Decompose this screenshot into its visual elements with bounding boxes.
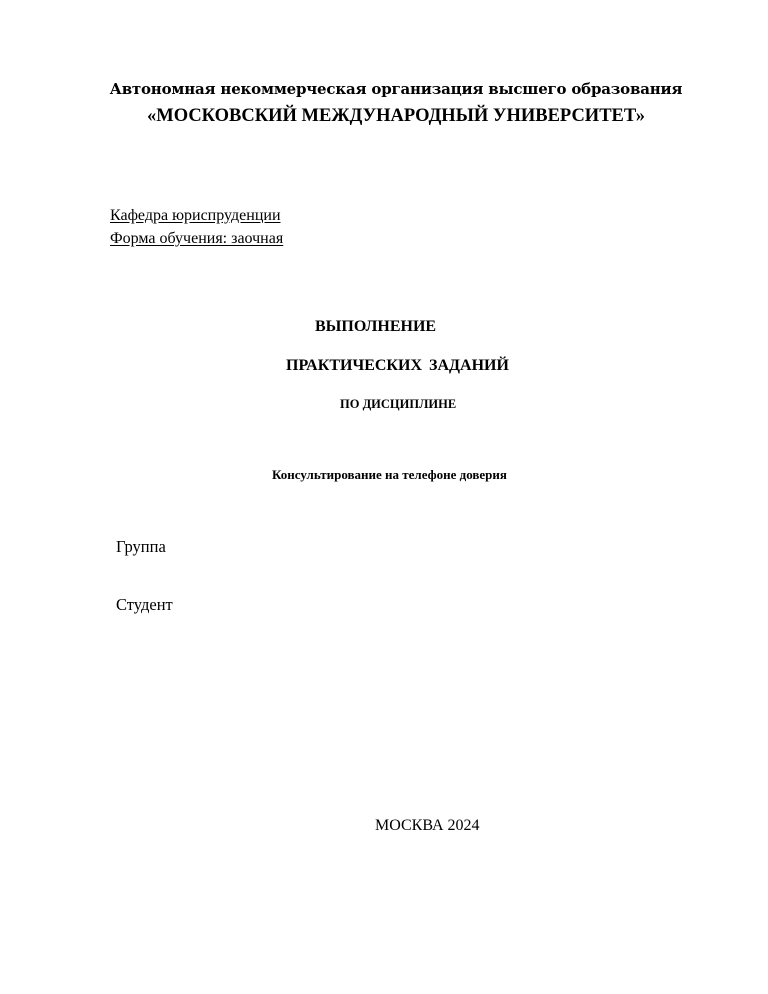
- organization-name: Автономная некоммерческая организация высшего образования: [109, 80, 683, 98]
- city-year: МОСКВА 2024: [375, 817, 480, 834]
- student-label: Студент: [116, 595, 173, 614]
- document-title-line-2: ПРАКТИЧЕСКИХ ЗАДАНИЙ: [286, 357, 509, 374]
- university-name: «МОСКОВСКИЙ МЕЖДУНАРОДНЫЙ УНИВЕРСИТЕТ»: [147, 106, 645, 126]
- group-label: Группа: [116, 537, 166, 556]
- study-form-label: Форма обучения: заочная: [110, 230, 284, 247]
- document-title-line-1: ВЫПОЛНЕНИЕ: [315, 318, 437, 335]
- document-title-line-3: ПО ДИСЦИПЛИНЕ: [340, 397, 457, 411]
- department-label: Кафедра юриспруденции: [110, 207, 281, 224]
- discipline-name: Консультирование на телефоне доверия: [272, 467, 507, 482]
